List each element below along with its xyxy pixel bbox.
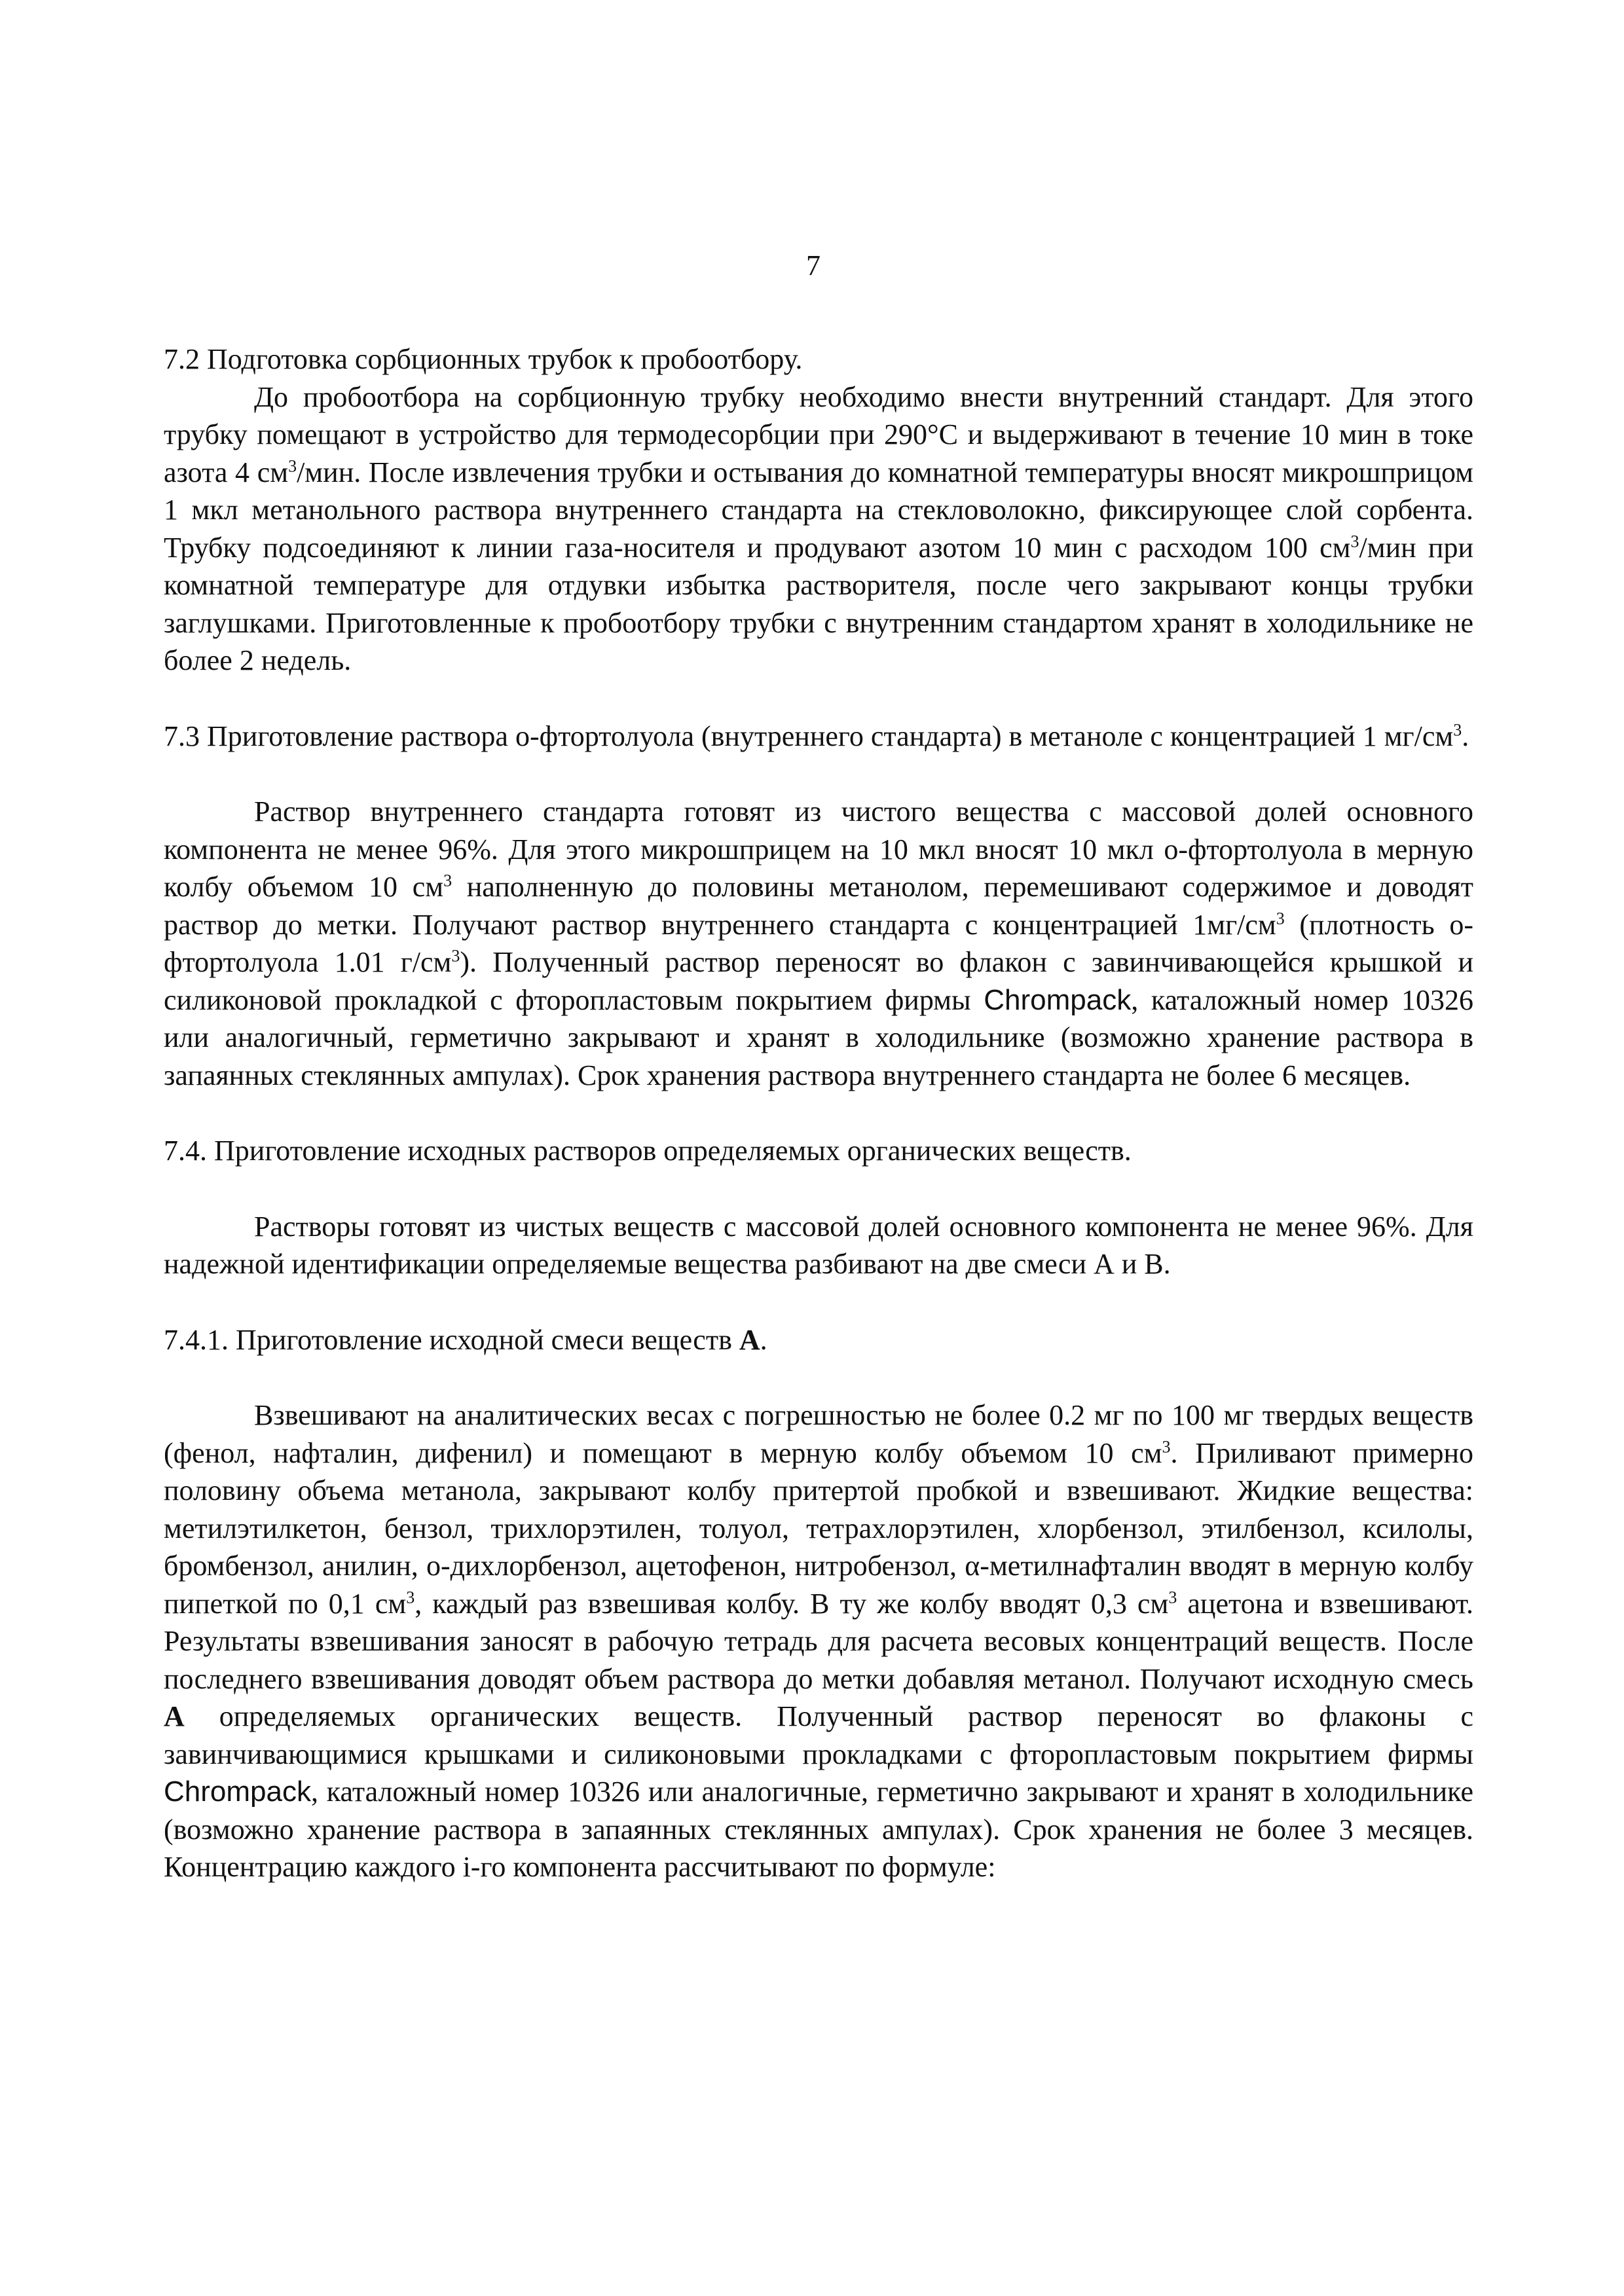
- section-7-4-1-heading: 7.4.1. Приготовление исходной смеси веществ А.: [164, 1323, 767, 1356]
- brand-name: Chrompack: [984, 983, 1132, 1016]
- section-7-3-paragraph: Раствор внутреннего стандарта готовят из чистого вещества с массовой долей основного компонента не менее 96%. Для этого микрошприцем на 10 мкл вносят 10 мкл о-фтортолуола в мерную колбу объемом 10 $см^3$ наполненную до половины метанолом, перемешивают содержимое и доводят раствор до метки. Получают раствор внутреннего стандарта с концентрацией $1мг/см^3$ (плотность о-фтортолуола 1.01 $г/см^3$). Полученный раствор переносят во флакон с завинчивающейся крышкой и силиконовой прокладкой с фторопластовым покрытием фирмы Chrompack, каталожный номер 10326 или аналогичный, герметично закрывают и хранят в холодильнике (возможно хранение раствора в запаянных стеклянных ампулах). Срок хранения раствора внутреннего стандарта не более 6 месяцев.: [164, 795, 1474, 1091]
- section-7-4-paragraph: Растворы готовят из чистых веществ с массовой долей основного компонента не менее 96%. Для надежной идентификации определяемые вещества разбивают на две смеси А и В.: [164, 1210, 1473, 1280]
- section-7-2-heading: 7.2 Подготовка сорбционных трубок к пробоотбору.: [164, 343, 803, 375]
- section-7-4-1-paragraph: Взвешивают на аналитических весах с погрешностью не более 0.2 мг по 100 мг твердых веществ (фенол, нафталин, дифенил) и помещают в мерную колбу объемом 10 $см^3$. Приливают примерно половину объема метанола, закрывают колбу притертой пробкой и взвешивают. Жидкие вещества: метилэтилкетон, бензол, трихлорэтилен, толуол, тетрахлорэтилен, хлорбензол, этилбензол, ксилолы, бромбензол, анилин, о-дихлорбензол, ацетофенон, нитробензол, α-метилнафталин вводят в мерную колбу пипеткой по 0,1 $см^3$, каждый раз взвешивая колбу. В ту же колбу вводят 0,3 $см^3$ ацетона и взвешивают. Результаты взвешивания заносят в рабочую тетрадь для расчета весовых концентраций веществ. После последнего взвешивания доводят объем раствора до метки добавляя метанол. Получают исходную смесь А определяемых органических веществ. Полученный раствор переносят во флаконы с завинчивающимися крышками и силиконовыми прокладками с фторопластовым покрытием фирмы Chrompack, каталожный номер 10326 или аналогичные, герметично закрывают и хранят в холодильнике (возможно хранение раствора в запаянных стеклянных ампулах). Срок хранения не более 3 месяцев. Концентрацию каждого i-го компонента рассчитывают по формуле:: [164, 1399, 1473, 1883]
- brand-name: Chrompack: [164, 1776, 311, 1808]
- document-body: [164, 340, 1473, 1886]
- section-7-2-paragraph: До пробоотбора на сорбционную трубку необходимо внести внутренний стандарт. Для этого трубку помещают в устройство для термодесорбции при 290°С и выдерживают в течение 10 мин в токе азота 4 $см^3$/мин. После извлечения трубки и остывания до комнатной температуры вносят микрошприцом 1 мкл метанольного раствора внутреннего стандарта на стекловолокно, фиксирующее слой сорбента. Трубку подсоединяют к линии газа-носителя и продувают азотом 10 мин с расходом 100 $см^3$/мин при комнатной температуре для отдувки избытка растворителя, после чего закрывают концы трубки заглушками. Приготовленные к пробоотбору трубки с внутренним стандартом хранят в холодильнике не более 2 недель.: [164, 380, 1473, 676]
- section-7-4-heading: 7.4. Приготовление исходных растворов определяемых органических веществ.: [164, 1135, 1132, 1167]
- section-7-3-heading: 7.3 Приготовление раствора о-фтортолуола (внутреннего стандарта) в метаноле с концентрацией 1 $мг/см^3$.: [164, 720, 1469, 752]
- page-number: 7: [806, 249, 821, 282]
